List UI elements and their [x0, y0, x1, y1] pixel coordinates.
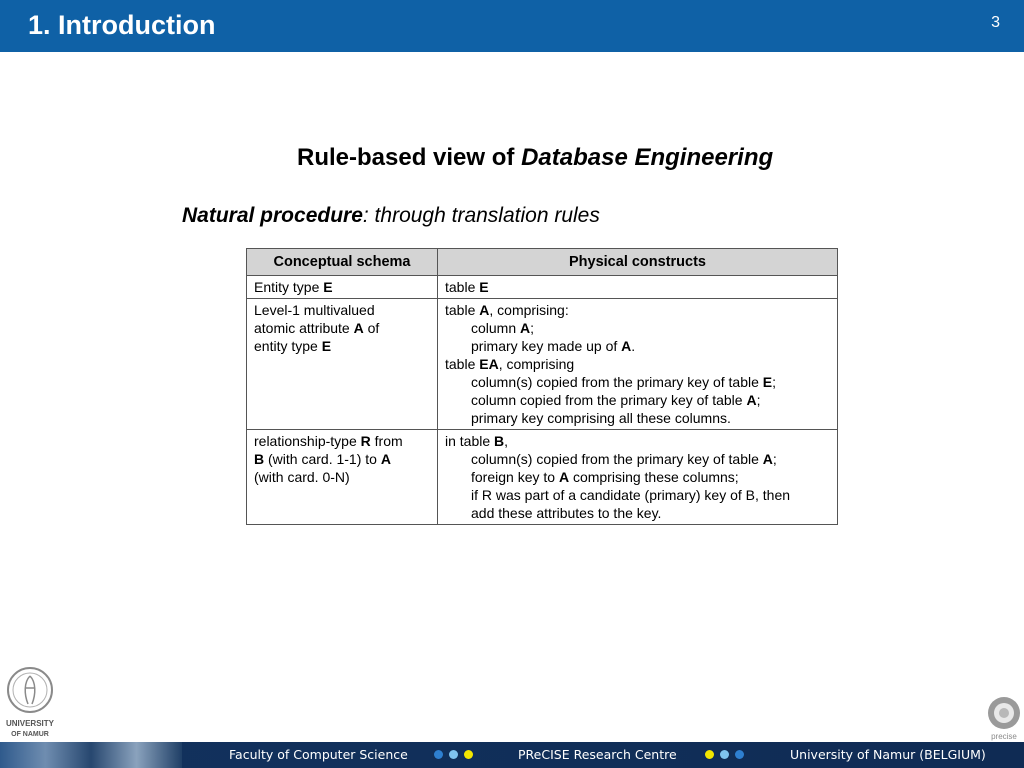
- cell-text: ;: [756, 392, 761, 408]
- slide-title: 1. Introduction: [28, 10, 216, 40]
- footer-dot: [735, 750, 744, 759]
- cell-bold: E: [479, 279, 489, 295]
- cell-text: entity type: [254, 338, 322, 354]
- cell-text: ,: [504, 433, 509, 449]
- cell-text: column: [471, 320, 521, 336]
- cell-line: if R was part of a candidate (primary) key of B, then: [471, 487, 791, 503]
- cell-line: [445, 432, 830, 450]
- cell-bold: A: [380, 451, 391, 467]
- footer-dot: [449, 750, 458, 759]
- cell-text: Entity type: [254, 279, 324, 295]
- cell-conceptual: [247, 299, 438, 430]
- cell-line: [445, 301, 830, 319]
- precise-logo: [986, 696, 1022, 742]
- cell-text: table: [445, 279, 480, 295]
- cell-text: of: [363, 320, 380, 336]
- cell-physical: [438, 276, 838, 299]
- cell-text: ;: [772, 451, 777, 467]
- cell-line: [445, 468, 830, 486]
- cell-text: primary key made up of: [471, 338, 622, 354]
- cell-line: [445, 355, 830, 373]
- cell-line: [445, 450, 830, 468]
- cell-line: primary key comprising all these columns.: [471, 410, 731, 426]
- cell-text: atomic attribute: [254, 320, 354, 336]
- cell-bold: E: [323, 279, 333, 295]
- svg-text:OF NAMUR: OF NAMUR: [11, 731, 49, 738]
- cell-text: (with card. 1-1) to: [264, 451, 381, 467]
- cell-bold: B: [494, 433, 505, 449]
- header-conceptual-schema: Conceptual schema: [247, 249, 438, 276]
- cell-line: Level-1 multivalued: [254, 302, 375, 318]
- cell-text: table: [445, 356, 480, 372]
- cell-text: from: [370, 433, 403, 449]
- cell-text: .: [631, 338, 636, 354]
- cell-bold: A: [353, 320, 364, 336]
- cell-bold: E: [762, 374, 773, 390]
- cell-text: column copied from the primary key of table: [471, 392, 747, 408]
- cell-bold: E: [321, 338, 332, 354]
- footer-university: University of Namur (BELGIUM): [790, 747, 986, 762]
- cell-bold: A: [621, 338, 632, 354]
- table-header-row: [247, 249, 838, 276]
- header-bar: [0, 0, 1024, 52]
- cell-conceptual: [247, 430, 438, 525]
- footer-bar: [0, 742, 1024, 768]
- cell-line: [254, 319, 430, 337]
- university-of-namur-logo: [4, 660, 56, 742]
- cell-text: , comprising: [498, 356, 575, 372]
- cell-line: (with card. 0-N): [254, 469, 350, 485]
- cell-bold: A: [520, 320, 531, 336]
- footer-faculty: Faculty of Computer Science: [229, 747, 408, 762]
- table-row: [247, 299, 838, 430]
- cell-text: column(s) copied from the primary key of table: [471, 374, 763, 390]
- cell-line: [254, 450, 430, 468]
- cell-bold: A: [558, 469, 570, 485]
- procedure-bold: Natural procedure: [182, 204, 363, 227]
- procedure-rest: : through translation rules: [362, 204, 600, 227]
- svg-text:UNIVERSITY: UNIVERSITY: [5, 719, 55, 728]
- svg-text:precise: precise: [991, 732, 1017, 741]
- cell-text: table: [445, 302, 480, 318]
- slide-number: 3: [991, 14, 1000, 31]
- cell-physical: [438, 299, 838, 430]
- cell-bold: EA: [479, 356, 499, 372]
- cell-text: relationship-type: [254, 433, 361, 449]
- cell-text: column(s) copied from the primary key of table: [471, 451, 763, 467]
- cell-line: [254, 337, 430, 355]
- cell-text: , comprising:: [489, 302, 569, 318]
- cell-line: [445, 337, 830, 355]
- cell-text: in table: [445, 433, 495, 449]
- cell-line: [445, 391, 830, 409]
- table-row: [247, 430, 838, 525]
- footer-dot: [720, 750, 729, 759]
- cell-text: foreign key to: [471, 469, 559, 485]
- footer-photo-strip: [0, 742, 182, 768]
- subtitle-prefix: Rule-based view of: [297, 144, 522, 171]
- cell-text: ;: [772, 374, 777, 390]
- footer-dot: [464, 750, 473, 759]
- cell-bold: R: [360, 433, 371, 449]
- slide-subtitle: [297, 144, 773, 172]
- cell-text: comprising these columns;: [569, 469, 739, 485]
- footer-centre: PReCISE Research Centre: [518, 747, 677, 762]
- cell-line: [445, 319, 830, 337]
- cell-bold: A: [479, 302, 490, 318]
- cell-physical: [438, 430, 838, 525]
- footer-dot: [705, 750, 714, 759]
- cell-conceptual: [247, 276, 438, 299]
- cell-bold: A: [746, 392, 757, 408]
- subtitle-emphasis: Database Engineering: [521, 144, 774, 171]
- cell-bold: B: [254, 451, 265, 467]
- translation-rules-table: [246, 248, 838, 525]
- procedure-heading: [182, 204, 600, 228]
- cell-line: [445, 373, 830, 391]
- footer-dot: [434, 750, 443, 759]
- header-physical-constructs: Physical constructs: [438, 249, 838, 276]
- cell-text: ;: [530, 320, 535, 336]
- cell-line: add these attributes to the key.: [471, 505, 662, 521]
- cell-bold: A: [762, 451, 773, 467]
- cell-line: [254, 432, 430, 450]
- table-row: [247, 276, 838, 299]
